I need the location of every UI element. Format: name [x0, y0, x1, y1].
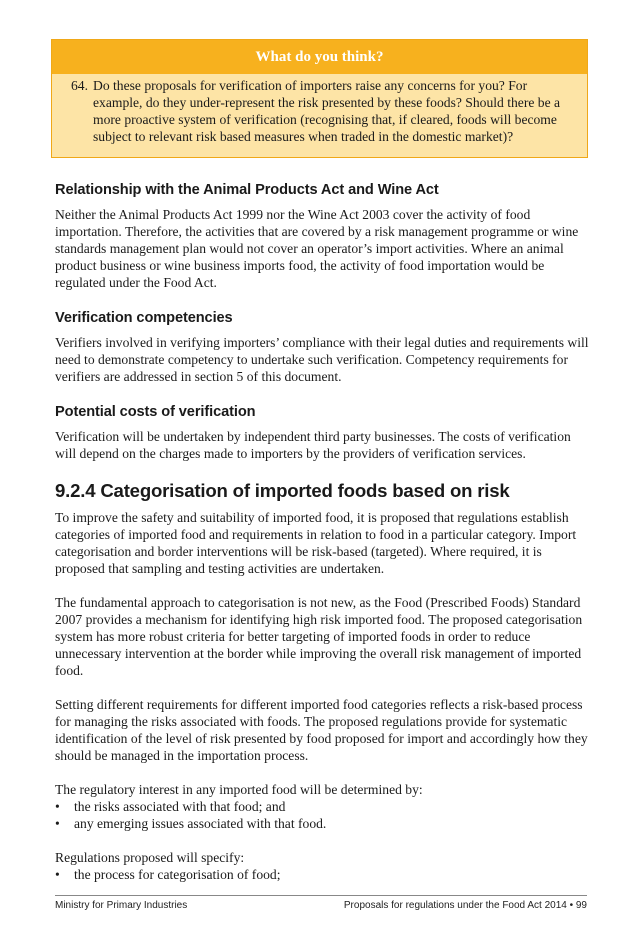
section-categorisation [55, 479, 591, 883]
main-content [55, 180, 591, 883]
paragraph: Verification will be undertaken by independent third party businesses. The costs of verification will depend on the charges made to importers by the providers of verification services. [55, 429, 571, 461]
section-heading: Relationship with the Animal Products Act and Wine Act [55, 182, 439, 198]
consultation-question [52, 74, 587, 145]
section-potential-costs [55, 402, 591, 462]
section-heading: Potential costs of verification [55, 404, 256, 420]
section-title: 9.2.4 Categorisation of imported foods based on risk [55, 480, 510, 501]
paragraph: The fundamental approach to categorisation is not new, as the Food (Prescribed Foods) Standard 2007 provides a mechanism for identifying high risk imported food. The proposed categorisation system has more robust criteria for better targeting of imported foods in order to reduce unnecessary intervention at the border while improving the overall risk management of imported food. [55, 595, 583, 678]
footer-divider [55, 895, 587, 896]
paragraph: The regulatory interest in any imported food will be determined by: [55, 782, 423, 797]
footer-title-page-number: Proposals for regulations under the Food Act 2014 • 99 [343, 900, 587, 911]
what-do-you-think-box [51, 39, 588, 158]
bullet-icon: • [55, 816, 60, 831]
paragraph: Setting different requirements for different imported food categories reflects a risk-based process for managing the risks associated with foods. The proposed regulations provide for systematic identification of the level of risk presented by food proposed for import and accordingly how they should be managed in the importation process. [55, 697, 588, 763]
box-header: What do you think? [52, 40, 587, 74]
paragraph: Verifiers involved in verifying importers’ compliance with their legal duties and requirements will need to demonstrate competency to undertake such verification. Competency requirements for verifiers are addressed in section 5 of this document. [55, 335, 589, 384]
question-number: 64. [71, 78, 88, 93]
bullet-list [55, 798, 591, 832]
paragraph: Neither the Animal Products Act 1999 nor the Wine Act 2003 cover the activity of food importation. Therefore, the activities that are covered by a risk management programme or wine standards management plan would not cover an operator’s import activities. Where an animal product business or wine business imports food, the activity of food importation would be regulated under the Food Act. [55, 207, 579, 290]
bullet-list [55, 866, 591, 883]
section-verification-competencies [55, 308, 591, 385]
section-heading: Verification competencies [55, 310, 233, 326]
section-animal-products [55, 180, 591, 291]
bullet-icon: • [55, 799, 60, 814]
list-item: • any emerging issues associated with that food. [55, 816, 327, 831]
paragraph: Regulations proposed will specify: [55, 850, 245, 865]
question-text: Do these proposals for verification of importers raise any concerns for you? For example, do they under-represent the risk presented by these foods? Should there be a more proactive system of verification (recognising that, if cleared, foods will become subject to relevant risk based measures when traded in the domestic market)? [93, 78, 561, 144]
bullet-icon: • [55, 867, 60, 882]
list-item: • the process for categorisation of food; [55, 867, 281, 882]
paragraph: To improve the safety and suitability of imported food, it is proposed that regulations establish categories of imported food and requirements in relation to food in a particular category. Import categorisation and border interventions will be risk-based (targeted). Where required, it is proposed that sampling and testing activities are undertaken. [55, 510, 577, 576]
footer-organisation: Ministry for Primary Industries [55, 900, 188, 911]
list-item: • the risks associated with that food; and [55, 799, 286, 814]
